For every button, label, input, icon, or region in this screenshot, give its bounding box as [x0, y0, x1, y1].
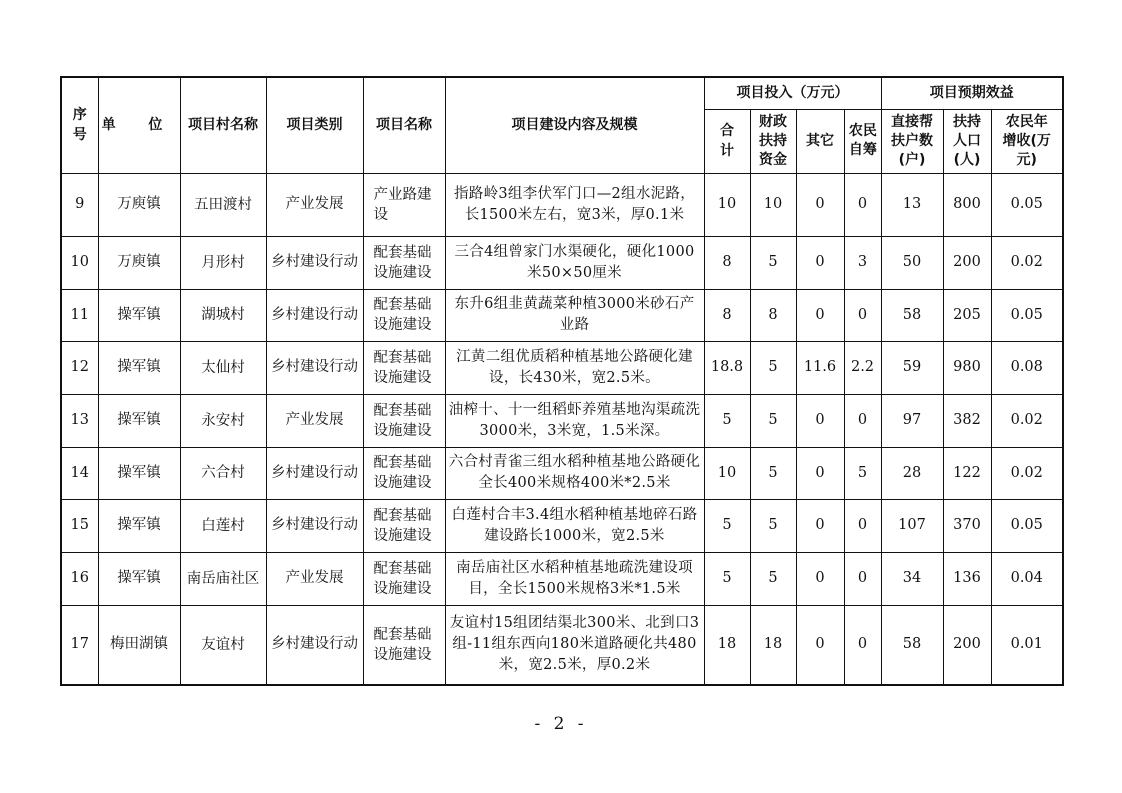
table-row [61, 605, 1063, 685]
cell-project-name: 配套基础设施建设 [363, 341, 445, 394]
cell-category: 乡村建设行动 [266, 236, 363, 289]
table-row [61, 499, 1063, 552]
project-table [60, 76, 1064, 686]
header-other: 其它 [796, 109, 844, 173]
cell-total: 5 [704, 552, 750, 605]
cell-content: 东升6组韭黄蔬菜种植3000米砂石产业路 [445, 289, 704, 341]
cell-households: 58 [881, 605, 943, 685]
cell-total: 18.8 [704, 341, 750, 394]
page-number: - 2 - [534, 714, 588, 734]
cell-other: 0 [796, 447, 844, 499]
header-investment-group: 项目投入（万元） [704, 77, 881, 109]
cell-population: 370 [943, 499, 991, 552]
table-row [61, 394, 1063, 447]
cell-village: 湖城村 [180, 289, 266, 341]
header-content: 项目建设内容及规模 [445, 77, 704, 173]
cell-unit: 操军镇 [98, 394, 180, 447]
cell-other: 0 [796, 499, 844, 552]
cell-village: 南岳庙社区 [180, 552, 266, 605]
cell-project-name: 产业路建设 [363, 173, 445, 236]
table-row [61, 173, 1063, 236]
header-income: 农民年增收(万元) [991, 109, 1063, 173]
cell-other: 0 [796, 552, 844, 605]
cell-self-raised: 2.2 [844, 341, 881, 394]
cell-village: 五田渡村 [180, 173, 266, 236]
cell-unit: 操军镇 [98, 552, 180, 605]
cell-village: 永安村 [180, 394, 266, 447]
cell-self-raised: 0 [844, 394, 881, 447]
cell-other: 0 [796, 394, 844, 447]
header-total: 合计 [704, 109, 750, 173]
cell-income: 0.05 [991, 289, 1063, 341]
cell-category: 产业发展 [266, 173, 363, 236]
cell-project-name: 配套基础设施建设 [363, 499, 445, 552]
header-population: 扶持人口(人) [943, 109, 991, 173]
header-row-group [61, 77, 1063, 109]
cell-other: 0 [796, 236, 844, 289]
cell-households: 28 [881, 447, 943, 499]
cell-seq: 9 [61, 173, 98, 236]
cell-gov-fund: 5 [750, 552, 796, 605]
cell-total: 5 [704, 499, 750, 552]
cell-self-raised: 0 [844, 552, 881, 605]
cell-population: 200 [943, 605, 991, 685]
cell-project-name: 配套基础设施建设 [363, 236, 445, 289]
cell-self-raised: 0 [844, 499, 881, 552]
cell-total: 8 [704, 289, 750, 341]
cell-population: 382 [943, 394, 991, 447]
cell-seq: 11 [61, 289, 98, 341]
cell-self-raised: 0 [844, 605, 881, 685]
cell-total: 8 [704, 236, 750, 289]
table-row [61, 552, 1063, 605]
cell-unit: 万庾镇 [98, 173, 180, 236]
header-gov-fund: 财政扶持资金 [750, 109, 796, 173]
cell-population: 980 [943, 341, 991, 394]
cell-seq: 13 [61, 394, 98, 447]
cell-village: 六合村 [180, 447, 266, 499]
cell-content: 友谊村15组团结渠北300米、北到口3组-11组东西向180米道路硬化共480米，宽2.5米，厚0.2米 [445, 605, 704, 685]
cell-gov-fund: 18 [750, 605, 796, 685]
cell-gov-fund: 5 [750, 236, 796, 289]
cell-other: 0 [796, 173, 844, 236]
cell-households: 97 [881, 394, 943, 447]
cell-total: 5 [704, 394, 750, 447]
cell-other: 11.6 [796, 341, 844, 394]
cell-content: 六合村青雀三组水稻种植基地公路硬化全长400米规格400米*2.5米 [445, 447, 704, 499]
cell-households: 107 [881, 499, 943, 552]
cell-income: 0.05 [991, 499, 1063, 552]
cell-project-name: 配套基础设施建设 [363, 605, 445, 685]
cell-seq: 15 [61, 499, 98, 552]
header-seq: 序号 [61, 77, 98, 173]
cell-other: 0 [796, 605, 844, 685]
cell-self-raised: 3 [844, 236, 881, 289]
cell-village: 友谊村 [180, 605, 266, 685]
cell-project-name: 配套基础设施建设 [363, 552, 445, 605]
cell-population: 205 [943, 289, 991, 341]
cell-category: 乡村建设行动 [266, 447, 363, 499]
table-row [61, 341, 1063, 394]
cell-village: 太仙村 [180, 341, 266, 394]
cell-households: 59 [881, 341, 943, 394]
cell-unit: 梅田湖镇 [98, 605, 180, 685]
cell-seq: 16 [61, 552, 98, 605]
cell-population: 136 [943, 552, 991, 605]
cell-category: 乡村建设行动 [266, 341, 363, 394]
cell-income: 0.02 [991, 447, 1063, 499]
cell-project-name: 配套基础设施建设 [363, 394, 445, 447]
cell-unit: 操军镇 [98, 289, 180, 341]
cell-seq: 10 [61, 236, 98, 289]
cell-gov-fund: 8 [750, 289, 796, 341]
cell-project-name: 配套基础设施建设 [363, 447, 445, 499]
cell-households: 50 [881, 236, 943, 289]
cell-content: 南岳庙社区水稻种植基地疏洗建设项目，全长1500米规格3米*1.5米 [445, 552, 704, 605]
cell-income: 0.02 [991, 394, 1063, 447]
header-self-raised: 农民自筹 [844, 109, 881, 173]
cell-income: 0.04 [991, 552, 1063, 605]
cell-households: 34 [881, 552, 943, 605]
cell-unit: 万庾镇 [98, 236, 180, 289]
cell-gov-fund: 5 [750, 341, 796, 394]
header-households: 直接帮扶户数(户) [881, 109, 943, 173]
cell-population: 122 [943, 447, 991, 499]
cell-unit: 操军镇 [98, 447, 180, 499]
cell-total: 18 [704, 605, 750, 685]
cell-category: 产业发展 [266, 394, 363, 447]
cell-content: 指路岭3组李伏军门口—2组水泥路，长1500米左右，宽3米，厚0.1米 [445, 173, 704, 236]
header-project-name: 项目名称 [363, 77, 445, 173]
cell-gov-fund: 5 [750, 394, 796, 447]
cell-category: 产业发展 [266, 552, 363, 605]
cell-village: 白莲村 [180, 499, 266, 552]
header-village: 项目村名称 [180, 77, 266, 173]
cell-households: 13 [881, 173, 943, 236]
cell-content: 江黄二组优质稻种植基地公路硬化建设，长430米，宽2.5米。 [445, 341, 704, 394]
cell-population: 200 [943, 236, 991, 289]
header-unit: 单 位 [98, 77, 180, 173]
cell-category: 乡村建设行动 [266, 499, 363, 552]
cell-income: 0.02 [991, 236, 1063, 289]
cell-households: 58 [881, 289, 943, 341]
cell-category: 乡村建设行动 [266, 289, 363, 341]
cell-seq: 12 [61, 341, 98, 394]
header-benefit-group: 项目预期效益 [881, 77, 1063, 109]
cell-seq: 14 [61, 447, 98, 499]
cell-income: 0.08 [991, 341, 1063, 394]
cell-gov-fund: 10 [750, 173, 796, 236]
header-category: 项目类别 [266, 77, 363, 173]
cell-content: 白莲村合丰3.4组水稻种植基地碎石路建设路长1000米，宽2.5米 [445, 499, 704, 552]
cell-self-raised: 0 [844, 289, 881, 341]
cell-total: 10 [704, 173, 750, 236]
cell-self-raised: 0 [844, 173, 881, 236]
cell-seq: 17 [61, 605, 98, 685]
cell-unit: 操军镇 [98, 499, 180, 552]
cell-other: 0 [796, 289, 844, 341]
cell-income: 0.01 [991, 605, 1063, 685]
cell-self-raised: 5 [844, 447, 881, 499]
cell-total: 10 [704, 447, 750, 499]
table-row [61, 447, 1063, 499]
cell-project-name: 配套基础设施建设 [363, 289, 445, 341]
cell-population: 800 [943, 173, 991, 236]
cell-category: 乡村建设行动 [266, 605, 363, 685]
cell-income: 0.05 [991, 173, 1063, 236]
cell-village: 月形村 [180, 236, 266, 289]
table-row [61, 289, 1063, 341]
table-row [61, 236, 1063, 289]
cell-gov-fund: 5 [750, 447, 796, 499]
cell-gov-fund: 5 [750, 499, 796, 552]
cell-unit: 操军镇 [98, 341, 180, 394]
cell-content: 三合4组曾家门水渠硬化，硬化1000米50×50厘米 [445, 236, 704, 289]
cell-content: 油榨十、十一组稻虾养殖基地沟渠疏洗3000米，3米宽，1.5米深。 [445, 394, 704, 447]
